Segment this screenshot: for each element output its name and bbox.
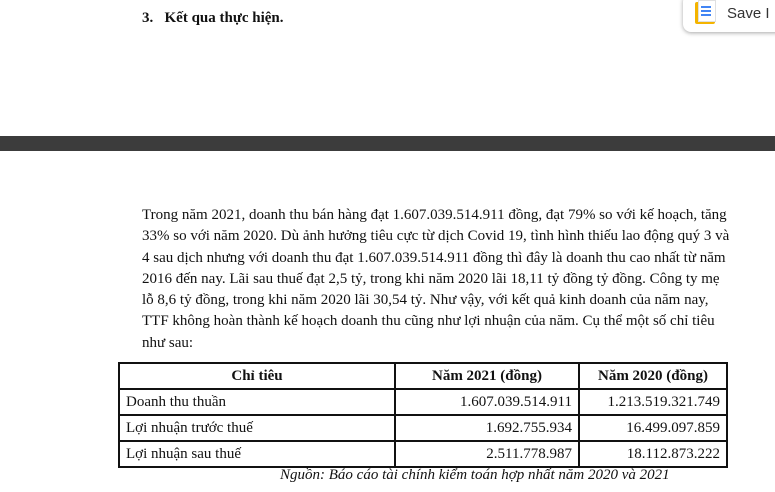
value-2020: 18.112.873.222 (579, 441, 727, 467)
table-row (119, 415, 727, 441)
value-2021: 1.692.755.934 (395, 415, 579, 441)
table-row (119, 441, 727, 467)
header-chi-tieu: Chỉ tiêu (119, 363, 395, 389)
google-keep-icon (695, 0, 717, 26)
value-2021: 2.511.778.987 (395, 441, 579, 467)
financial-table (118, 362, 728, 468)
row-label: Lợi nhuận sau thuế (119, 441, 395, 467)
row-label: Lợi nhuận trước thuế (119, 415, 395, 441)
table-header-row (119, 363, 727, 389)
value-2020: 1.213.519.321.749 (579, 389, 727, 415)
page-divider (0, 136, 775, 151)
save-button-label: Save I (727, 4, 770, 22)
value-2021: 1.607.039.514.911 (395, 389, 579, 415)
value-2020: 16.499.097.859 (579, 415, 727, 441)
header-nam-2020: Năm 2020 (đồng) (579, 363, 727, 389)
section-heading: 3. Kết qua thực hiện. (142, 10, 284, 26)
header-nam-2021: Năm 2021 (đồng) (395, 363, 579, 389)
save-button[interactable] (683, 0, 775, 32)
page-top (0, 0, 775, 136)
source-note: Nguồn: Báo cáo tài chính kiểm toán hợp nhất năm 2020 và 2021 (280, 467, 670, 483)
table-row (119, 389, 727, 415)
row-label: Doanh thu thuần (119, 389, 395, 415)
body-paragraph: Trong năm 2021, doanh thu bán hàng đạt 1.607.039.514.911 đồng, đạt 79% so với kế hoạch, tăng 33% so với năm 2020. Dù ảnh hưởng tiêu cực từ dịch Covid 19, tình hình thiếu lao động quý 3 và 4 sau dịch nhưng với doanh thu đạt 1.607.039.514.911 đồng thì đây là doanh thu cao nhất từ năm 2016 đến nay. Lãi sau thuế đạt 2,5 tỷ, trong khi năm 2020 lãi 18,11 tỷ đồng tỷ đồng. Công ty mẹ lỗ 8,6 tỷ đồng, trong khi năm 2020 lãi 30,54 tỷ. Như vậy, với kết quả kinh doanh của năm nay, TTF không hoàn thành kế hoạch doanh thu cũng như lợi nhuận của năm. Cụ thể một số chỉ tiêu như sau: (142, 207, 730, 351)
